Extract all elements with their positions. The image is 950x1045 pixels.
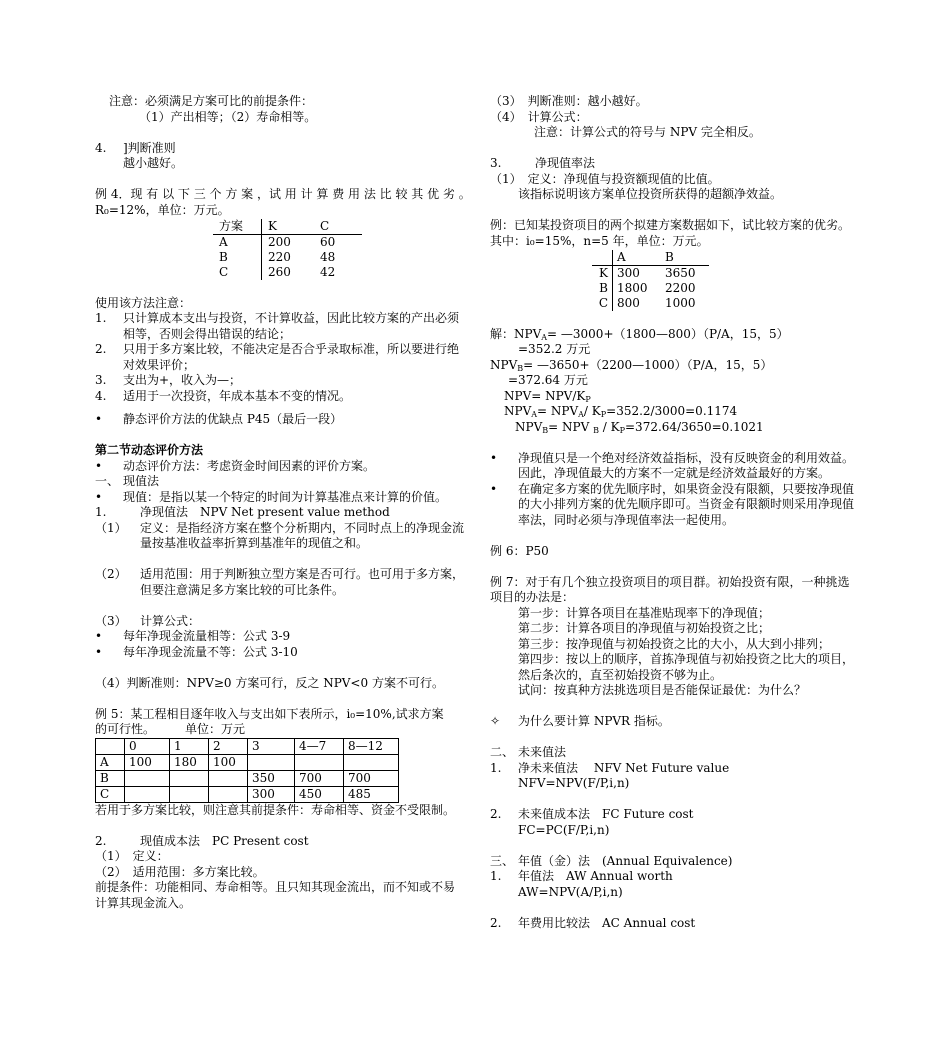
right-column xyxy=(490,94,860,931)
section-4-body: 越小越好。 xyxy=(123,156,184,170)
usage-note-item: 2. 只用于多方案比较，不能决定是否合乎录取标准，所以要进行绝对效果评价； xyxy=(95,342,460,372)
pc-judgement: （3） 判断准则：越小越好。 xyxy=(490,94,648,108)
table-header-row: 0 1 2 3 4—7 8—12 xyxy=(96,738,399,754)
section-2-title: 第二节动态评价方法 xyxy=(95,443,204,457)
solution-npv-a: 解：$NPV_A=$ —3000+（1800—800）（P/A，15，5） xyxy=(490,326,789,342)
usage-notes-title: 使用该方法注意： xyxy=(95,295,192,310)
bullet-dynamic: • 动态评价方法：考虑资金时间因素的评价方案。 xyxy=(95,458,376,473)
example-5-title: 例 5：某工程相目逐年收入与支出如下表所示，i₀=10%,试求方案 xyxy=(95,706,444,721)
aw-section-heading: 三、 年值（金）法 (Annual Equivalence) xyxy=(490,853,733,868)
solution-npvr-b: $NPV_B=$ NPV $_B / K_P=372.64/3650=0.1021$ xyxy=(515,419,764,435)
fc-formula: FC=PC(F/P,i,n) xyxy=(518,822,610,837)
bullet-icon: • xyxy=(490,481,498,496)
solution-npv-b-result: =372.64 万元 xyxy=(508,373,588,387)
table-row: C 800 1000 xyxy=(592,296,709,311)
bullet-formula-unequal: • 每年净现金流量不等：公式 3-10 xyxy=(95,644,298,659)
table-row: B 220 48 xyxy=(213,250,362,265)
bullet-icon: • xyxy=(95,644,103,659)
example-7: 例 7：对于有几个独立投资项目的项目群。初始投资有限，一种挑选项目的办法是： xyxy=(490,574,850,604)
example-7-step: 第一步：计算各项目在基准贴现率下的净现值； xyxy=(518,605,771,620)
why-npvr: ✧ 为什么要计算 NPVR 指标。 xyxy=(490,714,670,728)
solution-npv-b: $NPV_B=$ —3650+（2200—1000）（P/A，15，5） xyxy=(490,357,773,373)
pc-heading: 2. 现值成本法 PC Present cost xyxy=(95,833,309,848)
bullet-static-methods: • 静态评价方法的优缺点 P45（最后一段） xyxy=(95,412,343,426)
example-4-params: R₀=12%，单位：万元。 xyxy=(95,202,230,217)
table-header-row: A B xyxy=(592,250,709,266)
bullet-icon: • xyxy=(95,629,103,643)
npv-heading: 1. 净现值法 NPV Net present value method xyxy=(95,505,390,519)
bullet-formula-equal: • 每年净现金流量相等：公式 3-9 xyxy=(95,629,291,643)
bullet-icon: • xyxy=(95,458,103,473)
npv-definition: （1） 定义：是指经济方案在整个分析期内，不同时点上的净现金流量按基准收益率折算到基准年的现值之和。 xyxy=(95,520,465,550)
pc-scope: （2） 适用范围：多方案比较。 xyxy=(95,864,265,879)
bullet-priority-order: • 在确定多方案的优先顺序时，如果资金没有限额，只要按净现值的大小排列方案的优先顺序即可。当资金有限额时则采用净现值率法，同时必须与净现值率法一起使用。 xyxy=(490,481,855,527)
table-row: C 300 450 485 xyxy=(96,786,399,802)
example-7-step: 第四步：按以上的顺序，首拣净现值与初始投资之比大的项目，然后条次的，直至初始投资不够为止。 xyxy=(518,652,855,682)
example-6: 例 6：P50 xyxy=(490,543,549,558)
pc-definition: （1） 定义： xyxy=(95,849,169,863)
nfv-formula: NFV=NPV(F/P,i,n) xyxy=(518,776,630,790)
npvr-example-table xyxy=(592,250,709,311)
npvr-example-title: 例：已知某投资项目的两个拟建方案数据如下，试比较方案的优劣。其中：i₀=15%，n=5 年，单位：万元。 xyxy=(490,218,851,248)
fv-heading: 二、 未来值法 xyxy=(490,745,567,759)
left-column xyxy=(95,94,471,911)
table-row: B 1800 2200 xyxy=(592,281,709,296)
solution-npvr-a: $NPV_A= NPV_A/$ $K_P=352.2/3000=0.1174$ xyxy=(504,404,738,419)
table-row: K 300 3650 xyxy=(592,266,709,282)
example-5-note: 若用于多方案比较，则注意其前提条件：寿命相等、资金不受限制。 xyxy=(95,802,456,817)
diamond-star-icon: ✧ xyxy=(490,714,501,728)
solution-npv-a-result: =352.2 万元 xyxy=(518,342,591,356)
example-5-unit: 的可行性。 单位：万元 xyxy=(95,722,246,736)
example-4-title: 例 4．现 有 以 下 三 个 方 案 ，试 用 计 算 费 用 法 比 较 其 优 劣 。 xyxy=(95,187,471,201)
bullet-icon: • xyxy=(95,412,103,426)
aw-heading: 1. 年值法 AW Annual worth xyxy=(490,869,673,883)
pc-formula-heading: （4） 计算公式： xyxy=(490,109,588,124)
example-7-question: 试问：按真种方法挑选项目是否能保证最优：为什么？ xyxy=(518,683,807,697)
table-row: C 260 42 xyxy=(213,265,362,280)
example-7-step: 第三步：按净现值与初始投资之比的大小，从大到小排列； xyxy=(518,636,831,651)
bullet-pv: • 现值：是指以某一个特定的时间为计算基准点来计算的价值。 xyxy=(95,489,448,504)
note-conditions: （1）产出相等；（2）寿命相等。 xyxy=(139,109,317,124)
bullet-npv-absolute: • 净现值只是一个绝对经济效益指标，没有反映资金的利用效益。因此，净现值最大的方案不一定就是经济效益最好的方案。 xyxy=(490,450,855,480)
bullet-icon: • xyxy=(95,489,103,504)
section-4-heading: 4. ]判断准则 xyxy=(95,140,176,155)
example-4-table xyxy=(213,219,362,280)
usage-note-item: 4. 适用于一次投资，年成本基本不变的情况。 xyxy=(95,388,352,403)
nfv-heading: 1. 净未来值法 NFV Net Future value xyxy=(490,760,730,775)
fc-heading: 2. 未来值成本法 FC Future cost xyxy=(490,807,694,821)
note-precondition: 注意：必须满足方案可比的前提条件： xyxy=(109,94,314,108)
npvr-explanation: 该指标说明该方案单位投资所获得的超额净效益。 xyxy=(518,187,783,201)
table-header-row: 方案 K C xyxy=(213,219,362,235)
npv-formula-heading: （3） 计算公式： xyxy=(95,613,201,628)
example-5-table xyxy=(95,738,399,803)
pc-preconditions: 前提条件：功能相同、寿命相等。且只知其现金流出，而不知或不易计算其现金流入。 xyxy=(95,880,456,910)
solution-npvr-formula: NPV= NPV/$K_P$ xyxy=(504,388,591,404)
usage-note-item: 1. 只计算成本支出与投资，不计算收益，因此比较方案的产出必须相等，否则会得出错误的结论； xyxy=(95,311,460,341)
pc-formula-note: 注意：计算公式的符号与 NPV 完全相反。 xyxy=(534,125,761,139)
npvr-heading: 3. 净现值率法 xyxy=(490,156,596,170)
npv-scope: （2） 适用范围：用于判断独立型方案是否可行。也可用于多方案，但要注意满足多方案比较的可比条件。 xyxy=(95,567,465,597)
table-row: B 350 700 700 xyxy=(96,770,399,786)
table-row: A 200 60 xyxy=(213,235,362,251)
npvr-definition: （1） 定义：净现值与投资额现值的比值。 xyxy=(490,171,720,186)
pv-heading: 一、 现值法 xyxy=(95,474,160,488)
ac-heading: 2. 年费用比较法 AC Annual cost xyxy=(490,915,696,930)
aw-formula: AW=NPV(A/P,i,n) xyxy=(518,884,623,899)
bullet-icon: • xyxy=(490,450,498,465)
npv-judgement: （4）判断准则：NPV≥0 方案可行，反之 NPV<0 方案不可行。 xyxy=(95,675,444,690)
usage-note-item: 3. 支出为+，收入为—； xyxy=(95,373,242,387)
example-7-step: 第二步：计算各项目的净现值与初始投资之比； xyxy=(518,621,771,635)
table-row: A 100 180 100 xyxy=(96,754,399,770)
